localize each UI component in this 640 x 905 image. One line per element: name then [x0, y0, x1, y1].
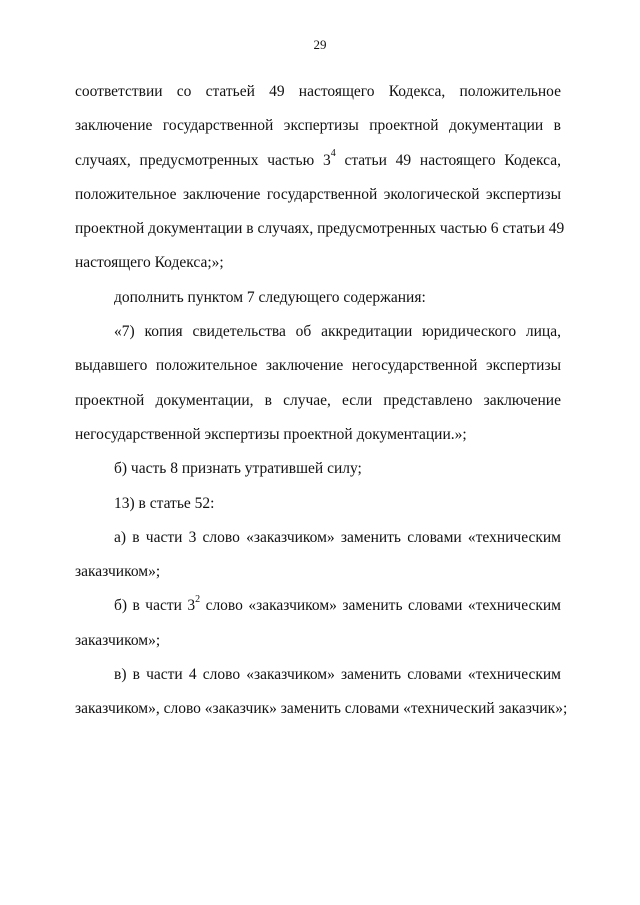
page-number: 29 — [313, 37, 327, 52]
text-line: в) в части 4 слово «заказчиком» заменить словами «техническим — [114, 666, 561, 684]
document-body — [75, 75, 568, 727]
text-line: а) в части 3 слово «заказчиком» заменить словами «техническим — [114, 528, 561, 546]
superscript: 4 — [330, 148, 336, 160]
text-line: настоящего Кодекса;»; — [75, 254, 224, 272]
text-line: положительное заключение государственной экологической экспертизы — [75, 185, 561, 203]
text-line: «7) копия свидетельства об аккредитации юридического лица, — [114, 323, 561, 341]
paragraph — [75, 658, 568, 727]
text-line: соответствии со статьей 49 настоящего Кодекса, положительное — [75, 83, 561, 100]
text-line: дополнить пунктом 7 следующего содержания: — [114, 288, 426, 306]
paragraph — [75, 75, 565, 281]
text-line: б) часть 8 признать утратившей силу; — [114, 460, 362, 478]
superscript: 2 — [195, 594, 201, 606]
paragraph — [75, 315, 561, 452]
paragraph — [75, 487, 561, 521]
text-line: 13) в статье 52: — [114, 494, 215, 512]
text-line: выдавшего положительное заключение негосударственной экспертизы — [75, 357, 561, 375]
paragraph — [75, 281, 561, 315]
paragraph — [75, 589, 561, 658]
text-line: заключение государственной экспертизы проектной документации в — [75, 117, 561, 135]
text-line: негосударственной экспертизы проектной документации.»; — [75, 425, 467, 443]
text-line: заказчиком», слово «заказчик» заменить словами «технический заказчик»; — [75, 700, 568, 718]
text-line: б) в части $3^2$ слово «заказчиком» заменить словами «техническим — [114, 594, 561, 615]
text-line: заказчиком»; — [75, 563, 161, 581]
paragraph — [75, 452, 561, 486]
text-line: случаях, предусмотренных частью $3^4$ статьи 49 настоящего Кодекса, — [75, 148, 561, 169]
text-line: заказчиком»; — [75, 631, 161, 649]
text-line: проектной документации, в случае, если представлено заключение — [75, 391, 561, 409]
paragraph — [75, 521, 561, 590]
text-line: проектной документации в случаях, предусмотренных частью 6 статьи 49 — [75, 220, 565, 238]
